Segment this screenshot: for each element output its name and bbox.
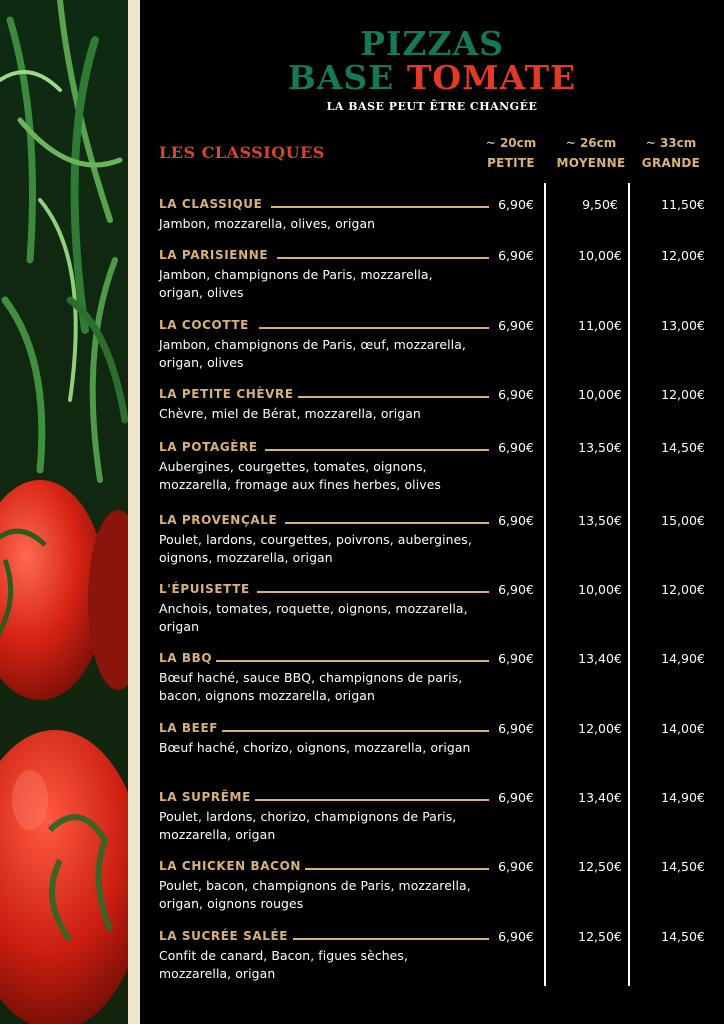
price-grande: 15,00€ [661, 513, 705, 528]
leader-line [259, 327, 489, 329]
item-description: Bœuf haché, chorizo, oignons, mozzarella, origan [159, 740, 471, 755]
item-name: LA CLASSIQUE [159, 197, 266, 211]
item-description: Jambon, champignons de Paris, œuf, mozzarella, origan, olives [159, 337, 466, 370]
price-moyenne: 10,00€ [578, 248, 622, 263]
price-grande: 11,50€ [661, 197, 705, 212]
tomato-herb-photo [0, 0, 128, 1024]
column-size: ~ 20cm [485, 136, 537, 150]
price-grande: 14,50€ [661, 440, 705, 455]
item-name: LA CHICKEN BACON [159, 859, 305, 873]
subtitle: LA BASE PEUT ÊTRE CHANGÉE [326, 100, 538, 113]
menu-item-epuisette [159, 582, 724, 636]
item-description: Anchois, tomates, roquette, oignons, mozzarella, origan [159, 601, 468, 634]
item-name: LA PARISIENNE [159, 248, 272, 262]
item-description: Poulet, bacon, champignons de Paris, mozzarella, origan, oignons rouges [159, 878, 471, 911]
column-name: PETITE [487, 156, 535, 170]
price-moyenne: 13,50€ [578, 440, 622, 455]
price-moyenne: 13,40€ [578, 651, 622, 666]
item-description: Bœuf haché, sauce BBQ, champignons de paris, bacon, oignons mozzarella, origan [159, 670, 463, 703]
menu-item-chicken-bacon [159, 859, 724, 913]
column-name: MOYENNE [556, 156, 626, 170]
menu-item-petite-chevre [159, 387, 724, 423]
leader-line [255, 799, 489, 801]
leader-line [215, 660, 489, 662]
price-moyenne: 10,00€ [578, 387, 622, 402]
leader-line [221, 730, 489, 732]
price-grande: 12,00€ [661, 248, 705, 263]
price-moyenne: 12,50€ [578, 929, 622, 944]
column-size: ~ 26cm [565, 136, 617, 150]
price-petite: 6,90€ [498, 318, 534, 333]
title-pizzas: PIZZAS [360, 24, 504, 63]
price-grande: 12,00€ [661, 582, 705, 597]
price-petite: 6,90€ [498, 440, 534, 455]
price-petite: 6,90€ [498, 513, 534, 528]
price-petite: 6,90€ [498, 859, 534, 874]
item-description: Poulet, lardons, chorizo, champignons de Paris, mozzarella, origan [159, 809, 457, 842]
leader-line [257, 591, 489, 593]
title-base: BASE [287, 58, 395, 97]
price-petite: 6,90€ [498, 387, 534, 402]
price-moyenne: 10,00€ [578, 582, 622, 597]
column-size: ~ 33cm [645, 136, 697, 150]
item-name: L'ÉPUISETTE [159, 582, 254, 596]
section-title: LES CLASSIQUES [159, 143, 325, 162]
price-petite: 6,90€ [498, 721, 534, 736]
price-moyenne: 9,50€ [582, 197, 618, 212]
price-grande: 12,00€ [661, 387, 705, 402]
price-petite: 6,90€ [498, 790, 534, 805]
price-moyenne: 13,50€ [578, 513, 622, 528]
title-base-tomate [140, 58, 724, 97]
item-name: LA POTAGÈRE [159, 440, 262, 454]
leader-line [303, 868, 489, 870]
price-petite: 6,90€ [498, 929, 534, 944]
item-name: LA PROVENÇALE [159, 513, 281, 527]
price-moyenne: 12,50€ [578, 859, 622, 874]
price-grande: 14,90€ [661, 651, 705, 666]
price-grande: 14,00€ [661, 721, 705, 736]
column-header-grande [629, 136, 713, 170]
column-name: GRANDE [641, 156, 701, 170]
menu-item-bbq [159, 651, 724, 705]
menu-item-parisienne [159, 248, 724, 302]
price-grande: 14,50€ [661, 929, 705, 944]
item-description: Poulet, lardons, courgettes, poivrons, aubergines, oignons, mozzarella, origan [159, 532, 472, 565]
item-name: LA COCOTTE [159, 318, 253, 332]
item-description: Jambon, mozzarella, olives, origan [159, 216, 376, 231]
price-grande: 14,90€ [661, 790, 705, 805]
price-petite: 6,90€ [498, 582, 534, 597]
menu-item-potagere [159, 440, 724, 494]
menu-panel [140, 0, 724, 1024]
item-description: Jambon, champignons de Paris, mozzarella, origan, olives [159, 267, 433, 300]
item-name: LA PETITE CHÈVRE [159, 387, 298, 401]
menu-item-sucree-salee [159, 929, 724, 983]
menu-item-supreme [159, 790, 724, 844]
item-name: LA SUPRÊME [159, 790, 255, 804]
column-header-moyenne [549, 136, 633, 170]
price-moyenne: 12,00€ [578, 721, 622, 736]
leader-line [293, 938, 489, 940]
price-grande: 14,50€ [661, 859, 705, 874]
price-petite: 6,90€ [498, 248, 534, 263]
item-description: Confit de canard, Bacon, figues sèches, mozzarella, origan [159, 948, 409, 981]
item-name: LA BEEF [159, 721, 222, 735]
leader-line [271, 206, 489, 208]
price-petite: 6,90€ [498, 651, 534, 666]
item-name: LA BBQ [159, 651, 216, 665]
item-description: Aubergines, courgettes, tomates, oignons, mozzarella, fromage aux fines herbes, olives [159, 459, 441, 492]
menu-item-cocotte [159, 318, 724, 372]
price-moyenne: 11,00€ [578, 318, 622, 333]
menu-item-provencale [159, 513, 724, 567]
title-tomate: TOMATE [406, 58, 577, 97]
price-grande: 13,00€ [661, 318, 705, 333]
leader-line [285, 522, 489, 524]
leader-line [297, 396, 489, 398]
column-header-petite [469, 136, 553, 170]
menu-item-beef [159, 721, 724, 757]
price-moyenne: 13,40€ [578, 790, 622, 805]
item-description: Chèvre, miel de Bérat, mozzarella, origan [159, 406, 421, 421]
cream-divider-stripe [128, 0, 140, 1024]
menu-item-classique [159, 197, 724, 233]
price-petite: 6,90€ [498, 197, 534, 212]
item-name: LA SUCRÉE SALÉE [159, 929, 292, 943]
leader-line [277, 257, 489, 259]
leader-line [265, 449, 489, 451]
